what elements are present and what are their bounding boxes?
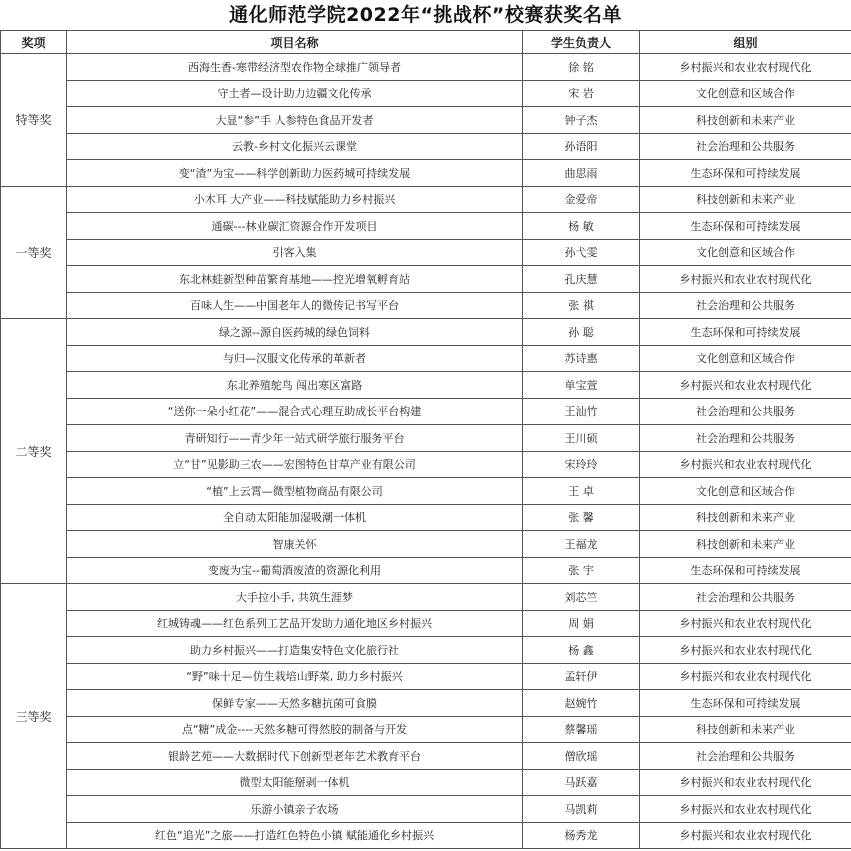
table-row (1, 398, 851, 425)
group-cell: 生态环保和可持续发展 (640, 160, 851, 187)
student-leader-cell: 马凯莉 (523, 796, 640, 823)
group-cell: 社会治理和公共服务 (640, 425, 851, 452)
student-leader-cell: 曲思雨 (523, 160, 640, 187)
student-leader-cell: 宋玲玲 (523, 451, 640, 478)
table-row (1, 319, 851, 346)
project-name-cell: 西海生香-寒带经济型农作物全球推广领导者 (67, 54, 523, 81)
student-leader-cell: 孙语阳 (523, 133, 640, 160)
project-name-cell: 全自动太阳能加湿吸潮一体机 (67, 504, 523, 531)
student-leader-cell: 钟子杰 (523, 107, 640, 134)
table-row (1, 107, 851, 134)
project-name-cell: 云教-乡村文化振兴云课堂 (67, 133, 523, 160)
student-leader-cell: 苏诗惠 (523, 345, 640, 372)
student-leader-cell: 杨秀龙 (523, 822, 640, 849)
group-cell: 社会治理和公共服务 (640, 133, 851, 160)
project-name-cell: 大显“参”手 人参特色食品开发者 (67, 107, 523, 134)
header-project: 项目名称 (67, 31, 523, 54)
group-cell: 文化创意和区域合作 (640, 239, 851, 266)
group-cell: 乡村振兴和农业农村现代化 (640, 451, 851, 478)
project-name-cell: 点“糖”成金----天然多糖可得然胶的制备与开发 (67, 716, 523, 743)
group-cell: 文化创意和区域合作 (640, 80, 851, 107)
student-leader-cell: 赵婉竹 (523, 690, 640, 717)
student-leader-cell: 张 馨 (523, 504, 640, 531)
project-name-cell: 乐游小镇亲子农场 (67, 796, 523, 823)
table-row (1, 372, 851, 399)
student-leader-cell: 孔庆慧 (523, 266, 640, 293)
award-level-cell: 特等奖 (1, 54, 67, 187)
group-cell: 生态环保和可持续发展 (640, 319, 851, 346)
group-cell: 乡村振兴和农业农村现代化 (640, 796, 851, 823)
table-row (1, 637, 851, 664)
award-level-cell: 二等奖 (1, 319, 67, 584)
group-cell: 社会治理和公共服务 (640, 292, 851, 319)
group-cell: 科技创新和未来产业 (640, 531, 851, 558)
table-row (1, 213, 851, 240)
project-name-cell: 与归—汉服文化传承的革新者 (67, 345, 523, 372)
group-cell: 科技创新和未来产业 (640, 716, 851, 743)
project-name-cell: 守土者—设计助力边疆文化传承 (67, 80, 523, 107)
student-leader-cell: 王汕竹 (523, 398, 640, 425)
student-leader-cell: 孙 聪 (523, 319, 640, 346)
project-name-cell: 大手拉小手, 共筑生涯梦 (67, 584, 523, 611)
table-row (1, 478, 851, 505)
group-cell: 科技创新和未来产业 (640, 107, 851, 134)
project-name-cell: 引客入集 (67, 239, 523, 266)
project-name-cell: “送你一朵小红花”——混合式心理互助成长平台构建 (67, 398, 523, 425)
project-name-cell: 智康关怀 (67, 531, 523, 558)
project-name-cell: 百味人生——中国老年人的微传记书写平台 (67, 292, 523, 319)
table-row (1, 266, 851, 293)
table-row (1, 54, 851, 81)
student-leader-cell: 孟轩伊 (523, 663, 640, 690)
project-name-cell: 变废为宝--葡萄酒废渣的资源化利用 (67, 557, 523, 584)
table-row (1, 451, 851, 478)
group-cell: 社会治理和公共服务 (640, 743, 851, 770)
table-row (1, 743, 851, 770)
group-cell: 文化创意和区域合作 (640, 345, 851, 372)
table-row (1, 345, 851, 372)
header-group: 组别 (640, 31, 851, 54)
project-name-cell: “植”上云霄—微型植物商品有限公司 (67, 478, 523, 505)
student-leader-cell: 宋 岩 (523, 80, 640, 107)
project-name-cell: 保鲜专家——天然多糖抗菌可食膜 (67, 690, 523, 717)
project-name-cell: 微型太阳能掰剥一体机 (67, 769, 523, 796)
document-title: 通化师范学院2022年“挑战杯”校赛获奖名单 (229, 4, 622, 26)
group-cell: 生态环保和可持续发展 (640, 557, 851, 584)
group-cell: 社会治理和公共服务 (640, 584, 851, 611)
group-cell: 乡村振兴和农业农村现代化 (640, 54, 851, 81)
project-name-cell: 助力乡村振兴——打造集安特色文化旅行社 (67, 637, 523, 664)
table-row (1, 716, 851, 743)
student-leader-cell: 王 卓 (523, 478, 640, 505)
header-award: 奖项 (1, 31, 67, 54)
project-name-cell: 东北养殖鸵鸟 闯出寒区富路 (67, 372, 523, 399)
student-leader-cell: 张 祺 (523, 292, 640, 319)
student-leader-cell: 杨 敏 (523, 213, 640, 240)
group-cell: 科技创新和未来产业 (640, 504, 851, 531)
student-leader-cell: 马跃嘉 (523, 769, 640, 796)
student-leader-cell: 蔡馨瑶 (523, 716, 640, 743)
table-row (1, 690, 851, 717)
group-cell: 乡村振兴和农业农村现代化 (640, 266, 851, 293)
table-row (1, 425, 851, 452)
project-name-cell: 小木耳 大产业——科技赋能助力乡村振兴 (67, 186, 523, 213)
project-name-cell: 变“渣”为宝——科学创新助力医药城可持续发展 (67, 160, 523, 187)
student-leader-cell: 王川硕 (523, 425, 640, 452)
project-name-cell: 通碳---林业碳汇资源合作开发项目 (67, 213, 523, 240)
project-name-cell: 银龄艺苑——大数据时代下创新型老年艺术教育平台 (67, 743, 523, 770)
project-name-cell: 红城铸魂——红色系列工艺品开发助力通化地区乡村振兴 (67, 610, 523, 637)
student-leader-cell: 杨 鑫 (523, 637, 640, 664)
table-row (1, 584, 851, 611)
header-leader: 学生负责人 (523, 31, 640, 54)
table-row (1, 663, 851, 690)
group-cell: 乡村振兴和农业农村现代化 (640, 822, 851, 849)
table-header (1, 31, 851, 54)
table-row (1, 769, 851, 796)
group-cell: 乡村振兴和农业农村现代化 (640, 769, 851, 796)
project-name-cell: 东北林蛙新型种苗繁育基地——控光增氧孵育站 (67, 266, 523, 293)
student-leader-cell: 张 宇 (523, 557, 640, 584)
student-leader-cell: 金爱帝 (523, 186, 640, 213)
table-row (1, 610, 851, 637)
table-row (1, 822, 851, 849)
table-row (1, 239, 851, 266)
table-row (1, 80, 851, 107)
table-row (1, 160, 851, 187)
student-leader-cell: 王福龙 (523, 531, 640, 558)
group-cell: 乡村振兴和农业农村现代化 (640, 637, 851, 664)
group-cell: 乡村振兴和农业农村现代化 (640, 610, 851, 637)
project-name-cell: 立“甘”见影助三农——宏图特色甘草产业有限公司 (67, 451, 523, 478)
student-leader-cell: 刘芯竺 (523, 584, 640, 611)
student-leader-cell: 徐 铭 (523, 54, 640, 81)
group-cell: 文化创意和区域合作 (640, 478, 851, 505)
header-row (1, 31, 851, 54)
group-cell: 乡村振兴和农业农村现代化 (640, 663, 851, 690)
project-name-cell: “野”味十足—仿生栽培山野菜, 助力乡村振兴 (67, 663, 523, 690)
group-cell: 生态环保和可持续发展 (640, 690, 851, 717)
project-name-cell: 红色“追光”之旅——打造红色特色小镇 赋能通化乡村振兴 (67, 822, 523, 849)
table-row (1, 186, 851, 213)
group-cell: 科技创新和未来产业 (640, 186, 851, 213)
student-leader-cell: 周 娟 (523, 610, 640, 637)
student-leader-cell: 单宝萱 (523, 372, 640, 399)
award-level-cell: 三等奖 (1, 584, 67, 849)
award-level-cell: 一等奖 (1, 186, 67, 319)
group-cell: 社会治理和公共服务 (640, 398, 851, 425)
group-cell: 生态环保和可持续发展 (640, 213, 851, 240)
table-row (1, 292, 851, 319)
table-row (1, 504, 851, 531)
project-name-cell: 青研知行——青少年一站式研学旅行服务平台 (67, 425, 523, 452)
student-leader-cell: 僧欣瑶 (523, 743, 640, 770)
table-row (1, 531, 851, 558)
award-table (0, 30, 851, 849)
table-body (1, 54, 851, 849)
group-cell: 乡村振兴和农业农村现代化 (640, 372, 851, 399)
project-name-cell: 绿之源--源自医药城的绿色饲料 (67, 319, 523, 346)
table-row (1, 133, 851, 160)
student-leader-cell: 孙弋雯 (523, 239, 640, 266)
table-row (1, 796, 851, 823)
table-row (1, 557, 851, 584)
